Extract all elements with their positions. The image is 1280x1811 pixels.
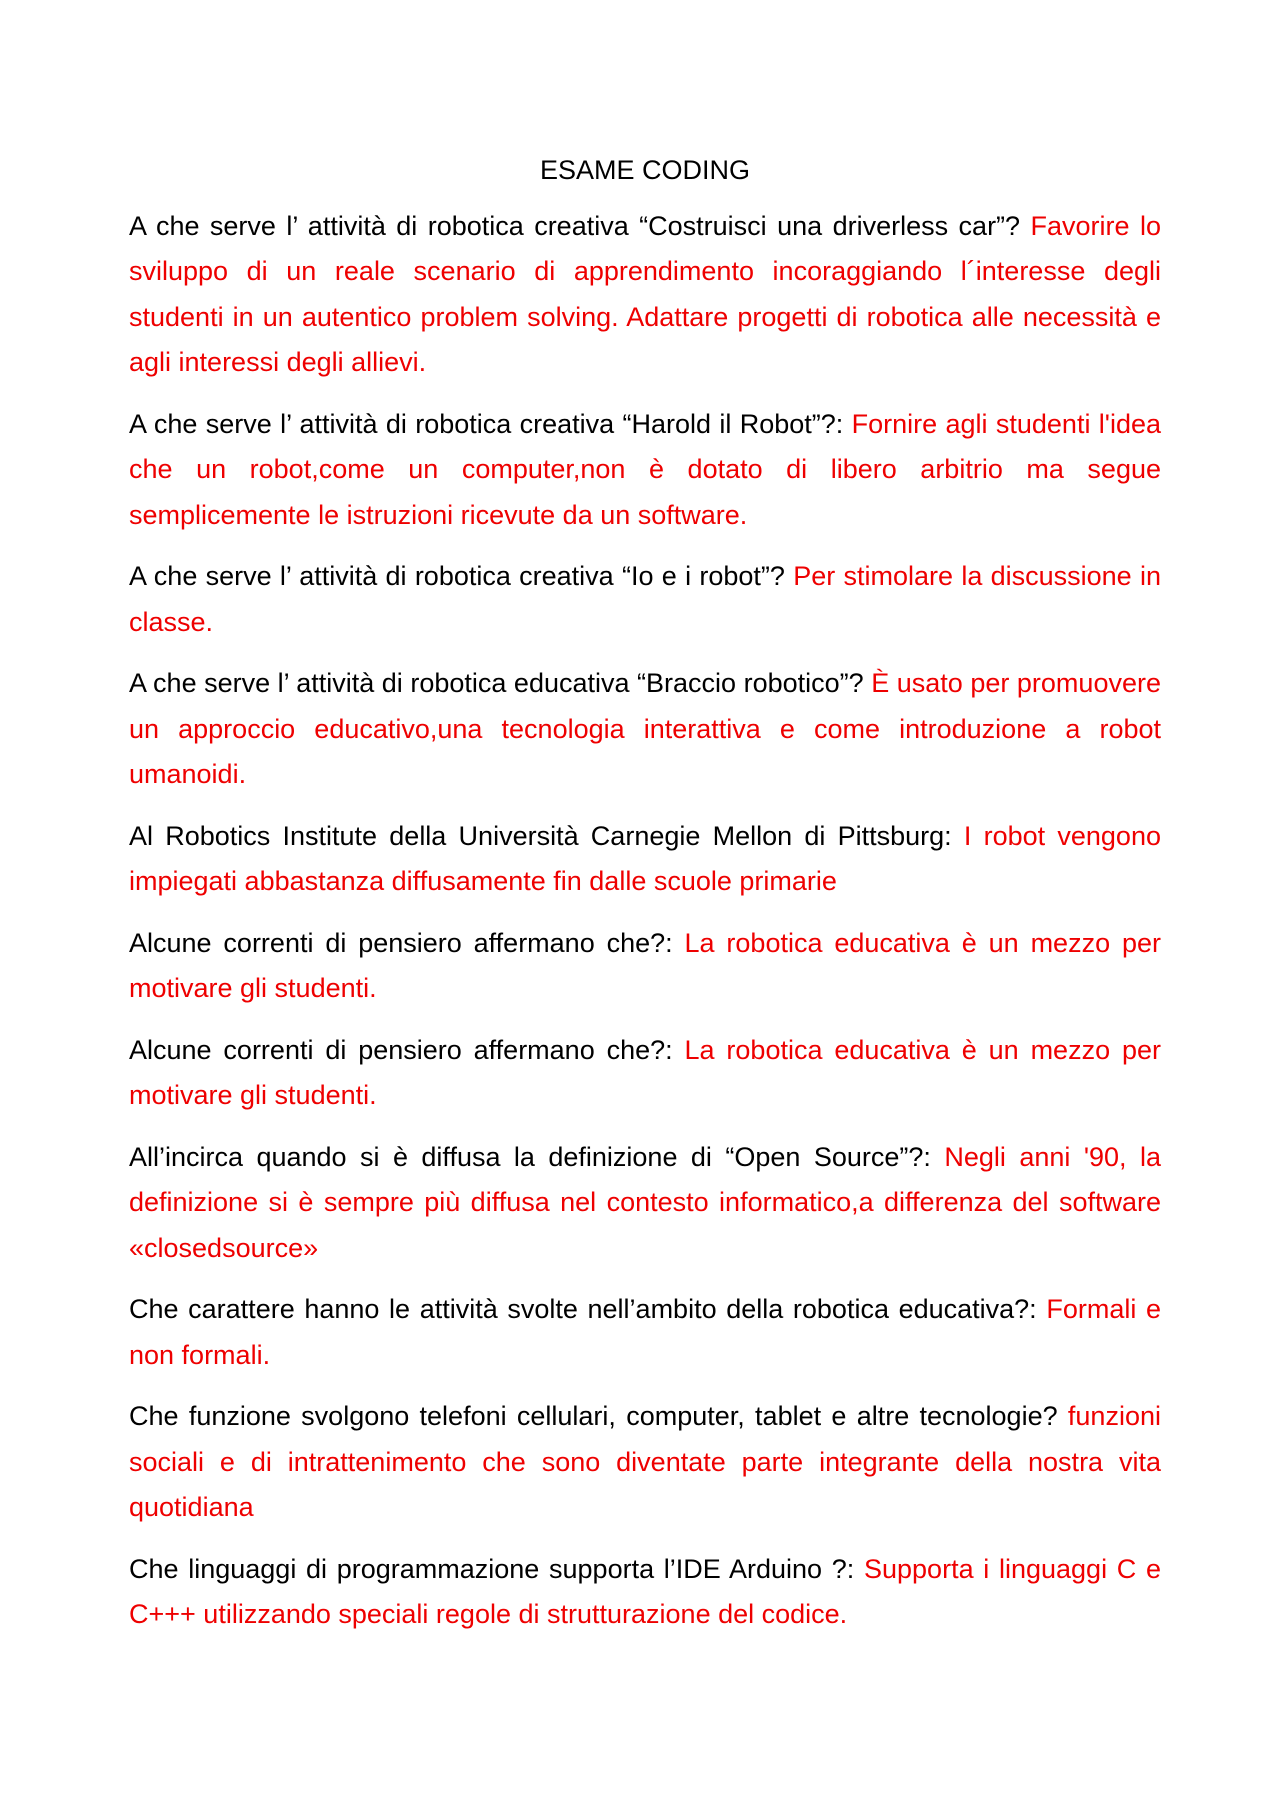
answer-text: Favorire lo sviluppo di un reale scenario di apprendimento incoraggiando l´interesse degli studenti in un autentico problem solving. Adattare progetti di robotica alle necessità e agli interessi degli allievi.	[129, 210, 1161, 377]
question-text: A che serve l’ attività di robotica educativa “Braccio robotico”?	[129, 668, 864, 698]
qa-item-10	[129, 1394, 1161, 1531]
answer-text: Supporta i linguaggi C e C+++ utilizzando speciali regole di strutturazione del codice.	[129, 1553, 1161, 1629]
qa-item-2	[129, 402, 1161, 539]
qa-item-1	[129, 204, 1161, 386]
qa-item-7	[129, 1028, 1161, 1119]
qa-item-5	[129, 814, 1161, 905]
question-text: A che serve l’ attività di robotica creativa “Costruisci una driverless car”?	[129, 210, 1021, 241]
answer-text: Fornire agli studenti l'idea che un robot,come un computer,non è dotato di libero arbitrio ma segue semplicemente le istruzioni ricevute da un software.	[129, 408, 1162, 530]
question-text: Al Robotics Institute della Università Carnegie Mellon di Pittsburg:	[129, 820, 952, 851]
question-text: Alcune correnti di pensiero affermano che?:	[129, 1034, 673, 1065]
qa-item-9	[129, 1287, 1161, 1378]
document-page	[129, 148, 1161, 1654]
question-text: Che carattere hanno le attività svolte nell’ambito della robotica educativa?:	[129, 1294, 1037, 1324]
qa-item-11	[129, 1547, 1161, 1638]
answer-text: È usato per promuovere un approccio educativo,una tecnologia interattiva e come introduzione a robot umanoidi.	[129, 668, 1161, 789]
answer-text: I robot vengono impiegati abbastanza diffusamente fin dalle scuole primarie	[129, 820, 1161, 896]
question-text: A che serve l’ attività di robotica creativa “Harold il Robot”?:	[129, 408, 844, 439]
qa-item-4	[129, 661, 1161, 798]
question-text: Che linguaggi di programmazione supporta l’IDE Arduino ?:	[129, 1553, 855, 1584]
answer-text: Negli anni '90, la definizione si è sempre più diffusa nel contesto informatico,a differenza del software «closedsource»	[129, 1141, 1161, 1263]
qa-item-6	[129, 921, 1161, 1012]
page-title: ESAME CODING	[539, 155, 751, 185]
answer-text: funzioni sociali e di intrattenimento che sono diventate parte integrante della nostra vita quotidiana	[129, 1401, 1161, 1522]
answer-text: Per stimolare la discussione in classe.	[129, 561, 1161, 637]
question-text: A che serve l’ attività di robotica creativa “Io e i robot”?	[129, 561, 785, 591]
qa-item-3	[129, 554, 1161, 645]
answer-text: La robotica educativa è un mezzo per motivare gli studenti.	[129, 927, 1161, 1003]
answer-text: La robotica educativa è un mezzo per motivare gli studenti.	[129, 1034, 1161, 1110]
answer-text: Formali e non formali.	[129, 1294, 1161, 1370]
question-text: Che funzione svolgono telefoni cellulari, computer, tablet e altre tecnologie?	[129, 1401, 1058, 1431]
question-text: Alcune correnti di pensiero affermano che?:	[129, 927, 673, 958]
qa-item-8	[129, 1135, 1161, 1272]
question-text: All’incirca quando si è diffusa la definizione di “Open Source”?:	[129, 1141, 931, 1172]
